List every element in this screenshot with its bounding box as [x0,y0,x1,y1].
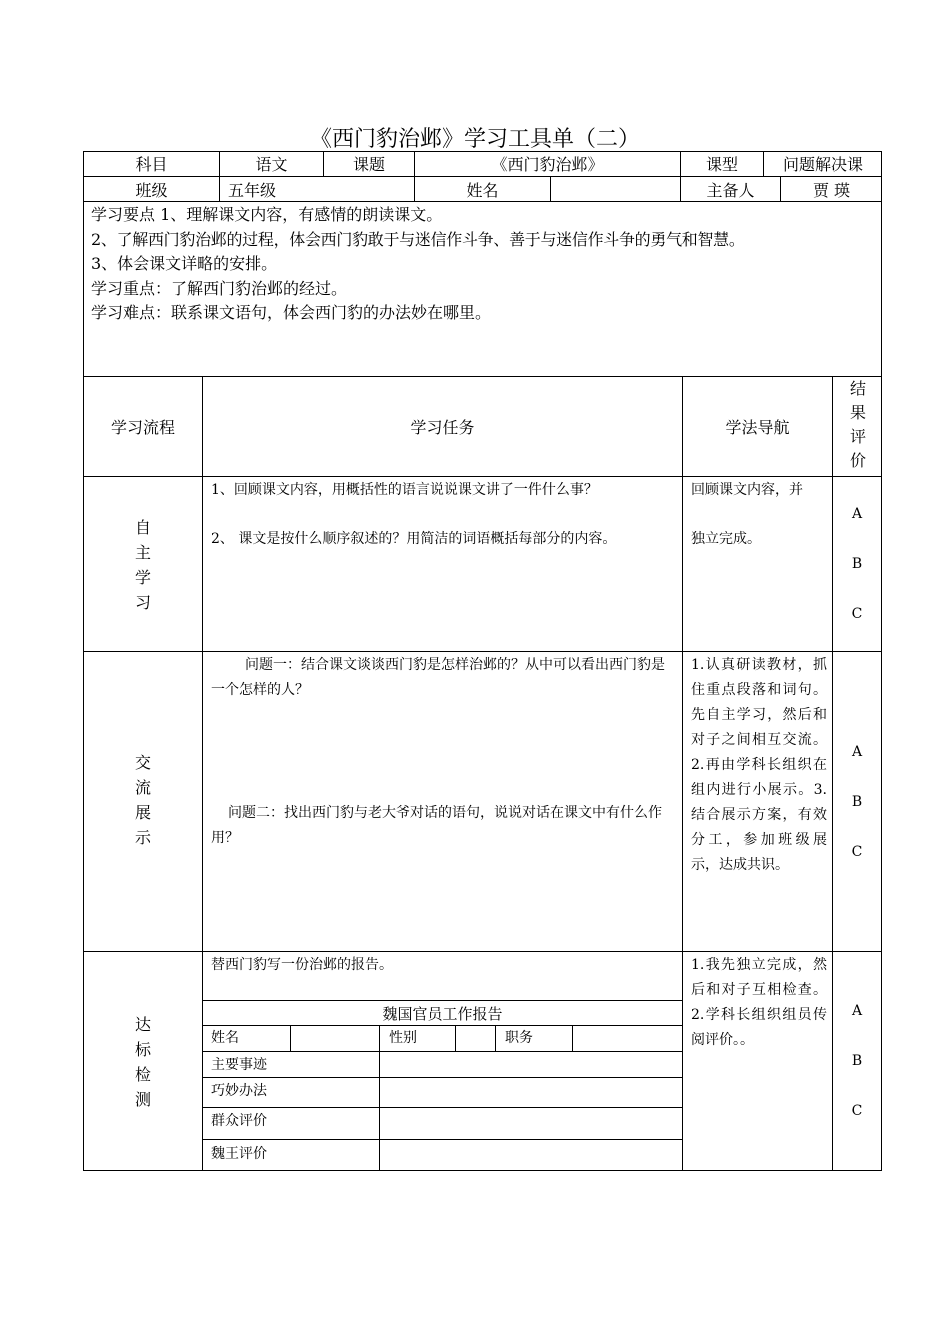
objectives [91,203,881,326]
report-title: 魏国官员工作报告 [382,1004,503,1023]
exchange-guide: 1.认真研读教材，抓住重点段落和词句。先自主学习，然后和对子之间相互交流。2.再由学科长组织在组内进行小展示。3.结合展示方案，有效分工，参加班级展示，达成共识。 [691,657,827,873]
type-label: 课型 [705,155,738,174]
lead-value: 贾 瑛 [812,181,851,200]
eval-option-a[interactable]: A [851,744,863,760]
difficult-point: 学习难点：联系课文语句，体会西门豹的办法妙在哪里。 [91,303,492,322]
key-point: 学习重点：了解西门豹治邺的经过。 [91,278,348,298]
objective-line: 3、体会课文详略的安排。 [91,254,278,273]
eval-option-a[interactable]: A [851,506,863,522]
eval-option-c[interactable]: C [851,844,863,860]
topic-label: 课题 [352,155,385,174]
report-post-field[interactable] [573,1026,682,1051]
report-gender-label: 性别 [389,1030,417,1046]
objective-line: 2、了解西门豹治邺的过程，体会西门豹敢于与迷信作斗争、善于与迷信作斗争的勇气和智慧。 [91,229,745,249]
report-king-field[interactable] [380,1140,682,1170]
report-deeds-label: 主要事迹 [211,1057,267,1073]
self-study-guide-1: 回顾课文内容，并 [691,482,803,498]
name-label: 姓名 [466,181,499,200]
report-public-label: 群众评价 [211,1113,267,1129]
col-process: 学习流程 [110,418,175,437]
self-study-task-2: 2、 课文是按什么顺序叙述的？用简洁的词语概括每部分的内容。 [211,531,617,547]
objective-line: 学习要点 1、理解课文内容，有感情的朗读课文。 [91,205,443,224]
page-title: 《西门豹治邺》学习工具单（二） [309,127,640,152]
eval-option-b[interactable]: B [851,794,863,810]
report-post-label: 职务 [505,1030,533,1046]
report-name-label: 姓名 [211,1030,239,1046]
exchange-label: 交流展示 [134,753,151,847]
col-guide: 学法导航 [725,418,790,437]
report-method-label: 巧妙办法 [211,1083,267,1099]
exchange-eval [833,727,881,877]
check-task: 替西门豹写一份治邺的报告。 [211,957,393,973]
col-task: 学习任务 [410,418,475,437]
self-study-eval [833,489,881,639]
exchange-question-1: 问题一：结合课文谈谈西门豹是怎样治邺的？从中可以看出西门豹是一个怎样的人？ [211,657,665,698]
col-eval: 结果评价 [849,379,866,470]
check-eval [833,986,881,1136]
name-field[interactable] [551,177,680,202]
self-study-task-1: 1、回顾课文内容，用概括性的语言说说课文讲了一件什么事？ [211,482,598,498]
report-king-label: 魏王评价 [211,1146,267,1162]
type-value: 问题解决课 [782,155,863,174]
class-label: 班级 [135,181,168,200]
lead-label: 主备人 [706,181,755,200]
eval-option-b[interactable]: B [851,1053,863,1069]
check-label: 达标检测 [134,1015,151,1109]
report-method-field[interactable] [380,1078,682,1107]
class-value: 五年级 [228,181,277,200]
subject-label: 科目 [135,155,168,174]
check-guide: 1.我先独立完成，然后和对子互相检查。2.学科长组织组员传阅评价。。 [691,957,827,1048]
self-study-label: 自主学习 [134,518,151,612]
report-public-field[interactable] [380,1108,682,1139]
report-deeds-field[interactable] [380,1052,682,1077]
topic-value: 《西门豹治邺》 [491,155,604,174]
subject-value: 语文 [255,155,288,174]
eval-option-b[interactable]: B [851,556,863,572]
exchange-question-2: 问题二：找出西门豹与老大爷对话的语句，说说对话在课文中有什么作用？ [211,805,662,846]
eval-option-c[interactable]: C [851,606,863,622]
self-study-guide-2: 独立完成。 [691,531,761,547]
report-gender-field[interactable] [456,1026,495,1051]
report-name-field[interactable] [291,1026,379,1051]
eval-option-c[interactable]: C [851,1103,863,1119]
eval-option-a[interactable]: A [851,1003,863,1019]
